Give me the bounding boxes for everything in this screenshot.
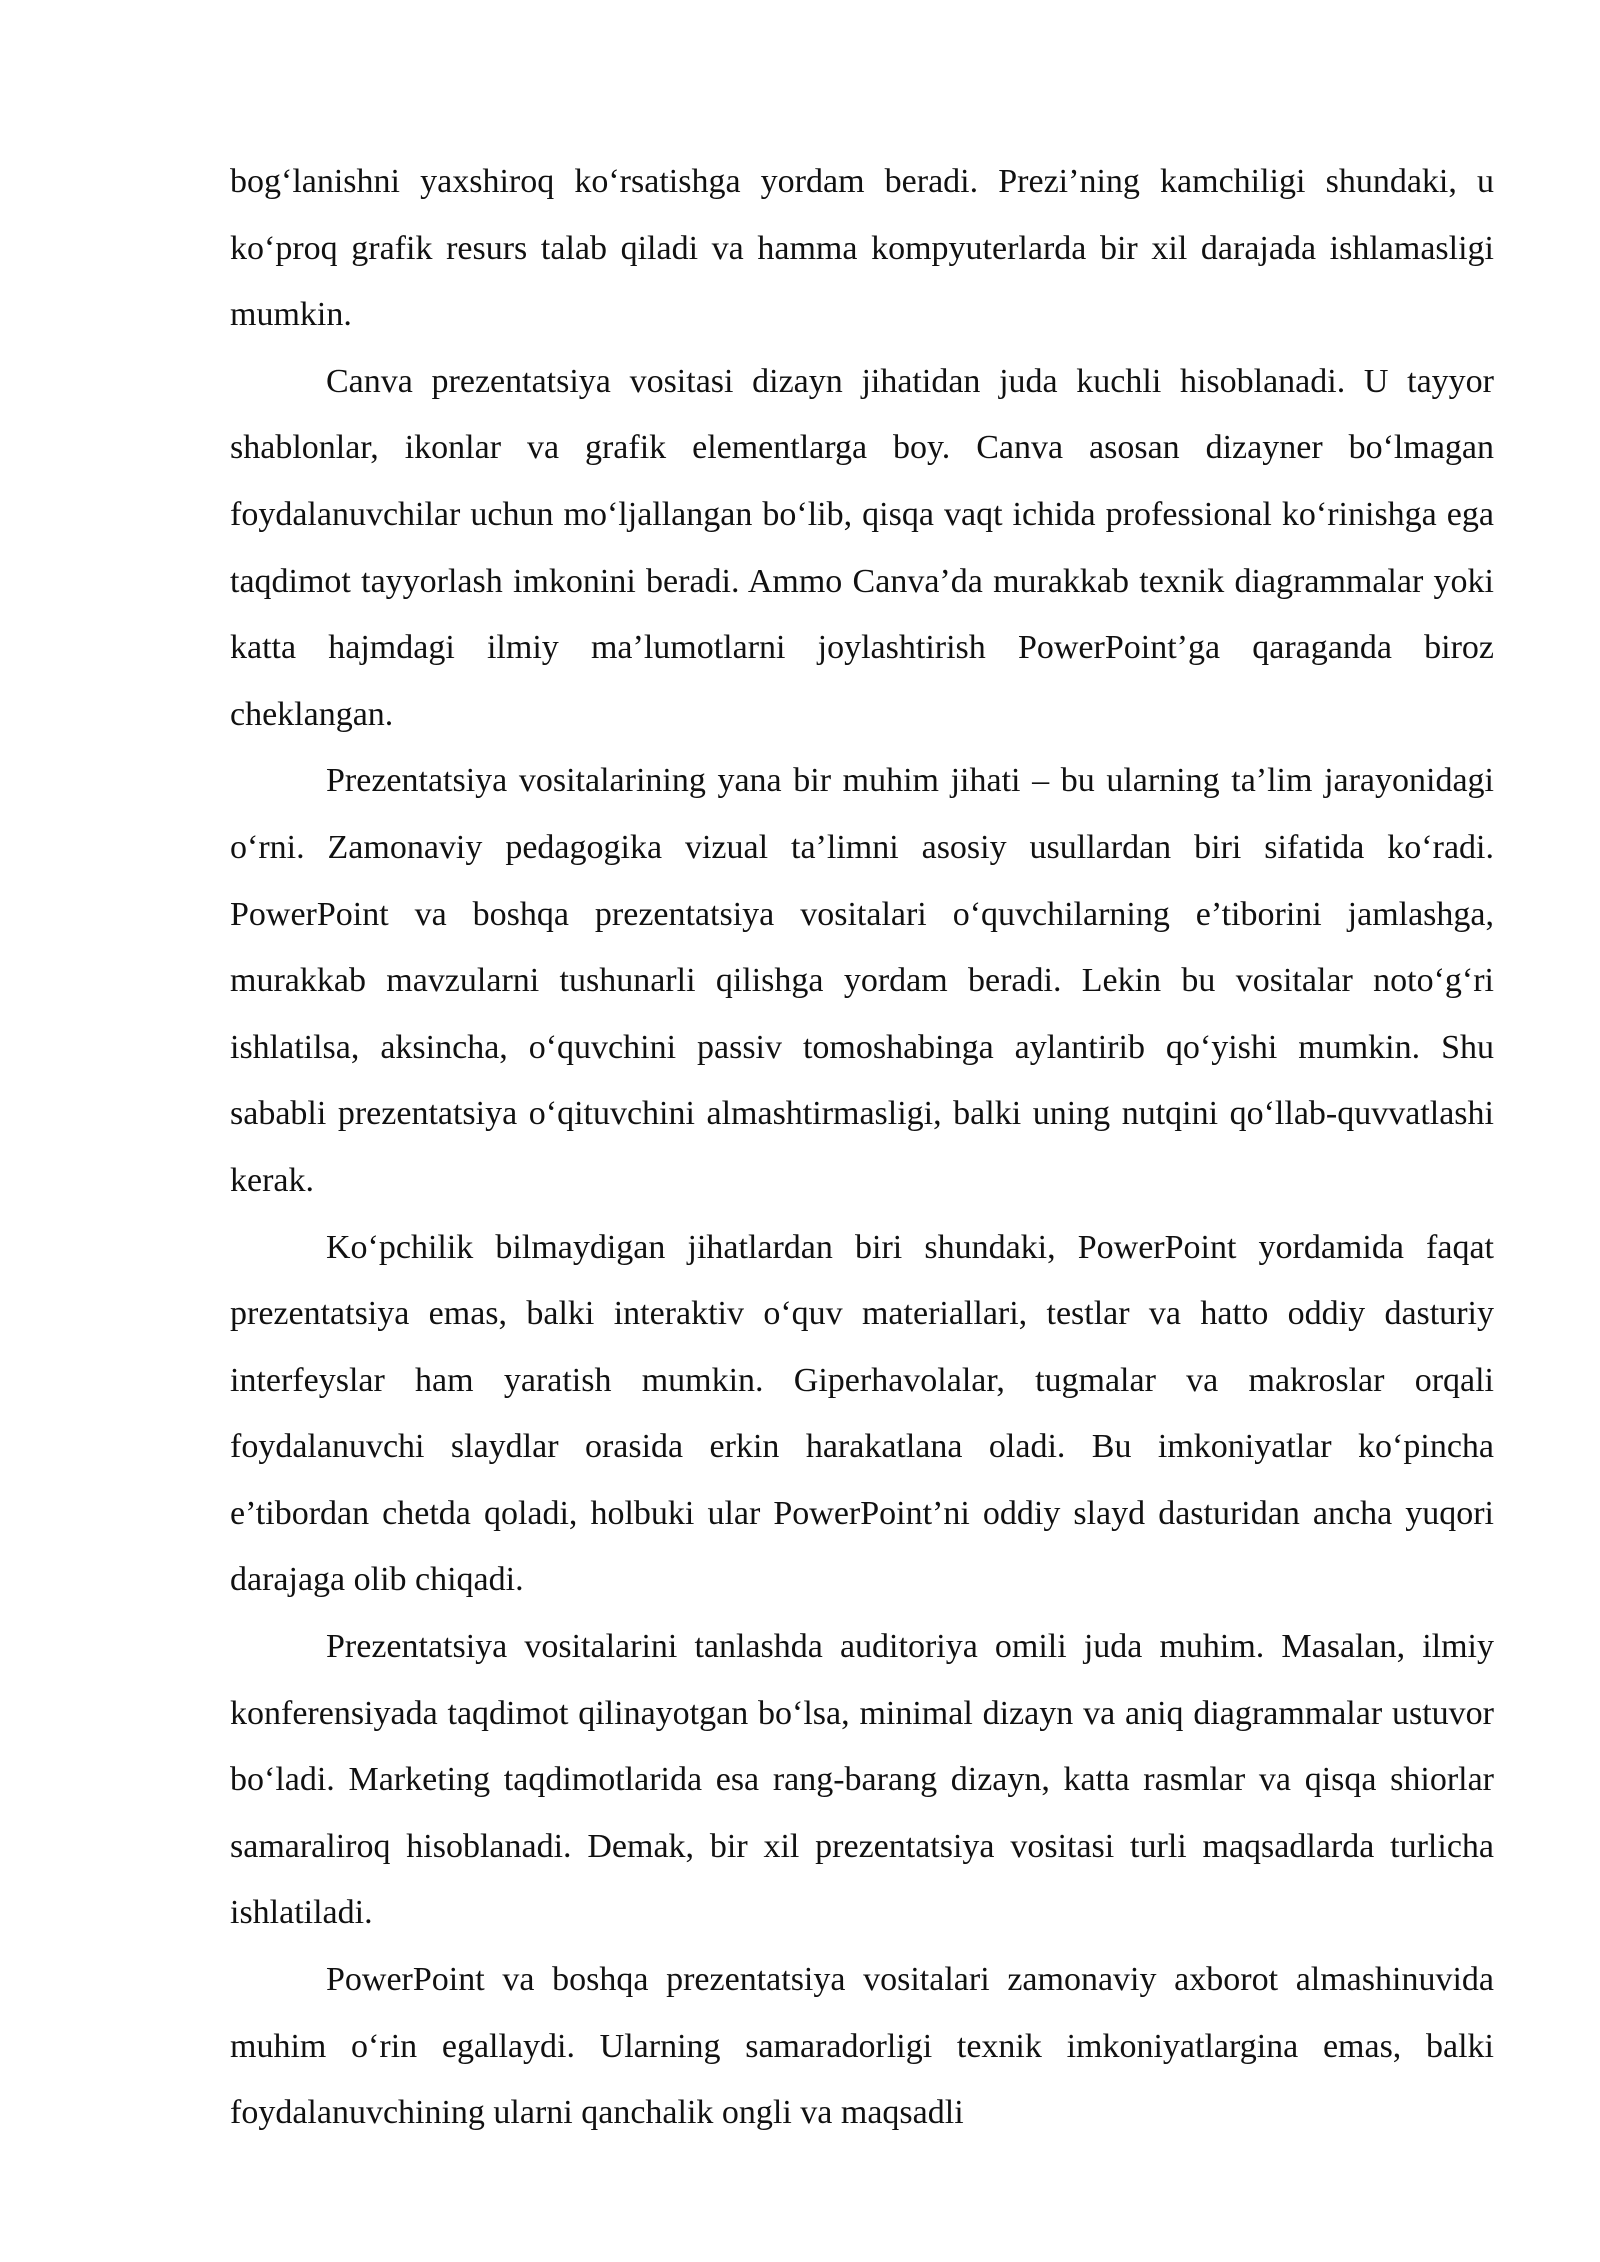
- paragraph-audience: Prezentatsiya vositalarini tanlashda auditoriya omili juda muhim. Masalan, ilmiy konferensiyada taqdimot qilinayotgan bo‘lsa, minimal dizayn va aniq diagrammalar ustuvor bo‘ladi. Marketing taqdimotlarida esa rang-barang dizayn, katta rasmlar va qisqa shiorlar samaraliroq hisoblanadi. Demak, bir xil prezentatsiya vositasi turli maqsadlarda turlicha ishlatiladi.: [230, 1628, 1494, 1932]
- paragraph-education: Prezentatsiya vositalarining yana bir muhim jihati – bu ularning ta’lim jarayonidagi o‘rni. Zamonaviy pedagogika vizual ta’limni asosiy usullardan biri sifatida ko‘radi. PowerPoint va boshqa prezentatsiya vositalari o‘quvchilarning e’tiborini jamlashga, murakkab mavzularni tushunarli qilishga yordam beradi. Lekin bu vositalar noto‘g‘ri ishlatilsa, aksincha, o‘quvchini passiv tomoshabinga aylantirib qo‘yishi mumkin. Shu sababli prezentatsiya o‘qituvchini almashtirmasligi, balki uning nutqini qo‘llab-quvvatlashi kerak.: [230, 762, 1494, 1199]
- paragraph-interactive: Ko‘pchilik bilmaydigan jihatlardan biri shundaki, PowerPoint yordamida faqat prezentatsiya emas, balki interaktiv o‘quv materiallari, testlar va hatto oddiy dasturiy interfeyslar ham yaratish mumkin. Giperhavolalar, tugmalar va makroslar orqali foydalanuvchi slaydlar orasida erkin harakatlana oladi. Bu imkoniyatlar ko‘pincha e’tibordan chetda qoladi, holbuki ular PowerPoint’ni oddiy slayd dasturidan ancha yuqori darajaga olib chiqadi.: [230, 1228, 1494, 1599]
- paragraph-canva: Canva prezentatsiya vositasi dizayn jihatidan juda kuchli hisoblanadi. U tayyor shablonlar, ikonlar va grafik elementlarga boy. Canva asosan dizayner bo‘lmagan foydalanuvchilar uchun mo‘ljallangan bo‘lib, qisqa vaqt ichida professional ko‘rinishga ega taqdimot tayyorlash imkonini beradi. Ammo Canva’da murakkab texnik diagrammalar yoki katta hajmdagi ilmiy ma’lumotlarni joylashtirish PowerPoint’ga qaraganda biroz cheklangan.: [230, 362, 1494, 733]
- paragraph-continued: bog‘lanishni yaxshiroq ko‘rsatishga yordam beradi. Prezi’ning kamchiligi shundaki, u ko‘proq grafik resurs talab qiladi va hamma kompyuterlarda bir xil darajada ishlamasligi mumkin.: [230, 163, 1494, 334]
- document-body: [230, 149, 1494, 2147]
- paragraph-conclusion: PowerPoint va boshqa prezentatsiya vositalari zamonaviy axborot almashinuvida muhim o‘rin egallaydi. Ularning samaradorligi texnik imkoniyatlargina emas, balki foydalanuvchining ularni qanchalik ongli va maqsadli: [230, 1961, 1494, 2132]
